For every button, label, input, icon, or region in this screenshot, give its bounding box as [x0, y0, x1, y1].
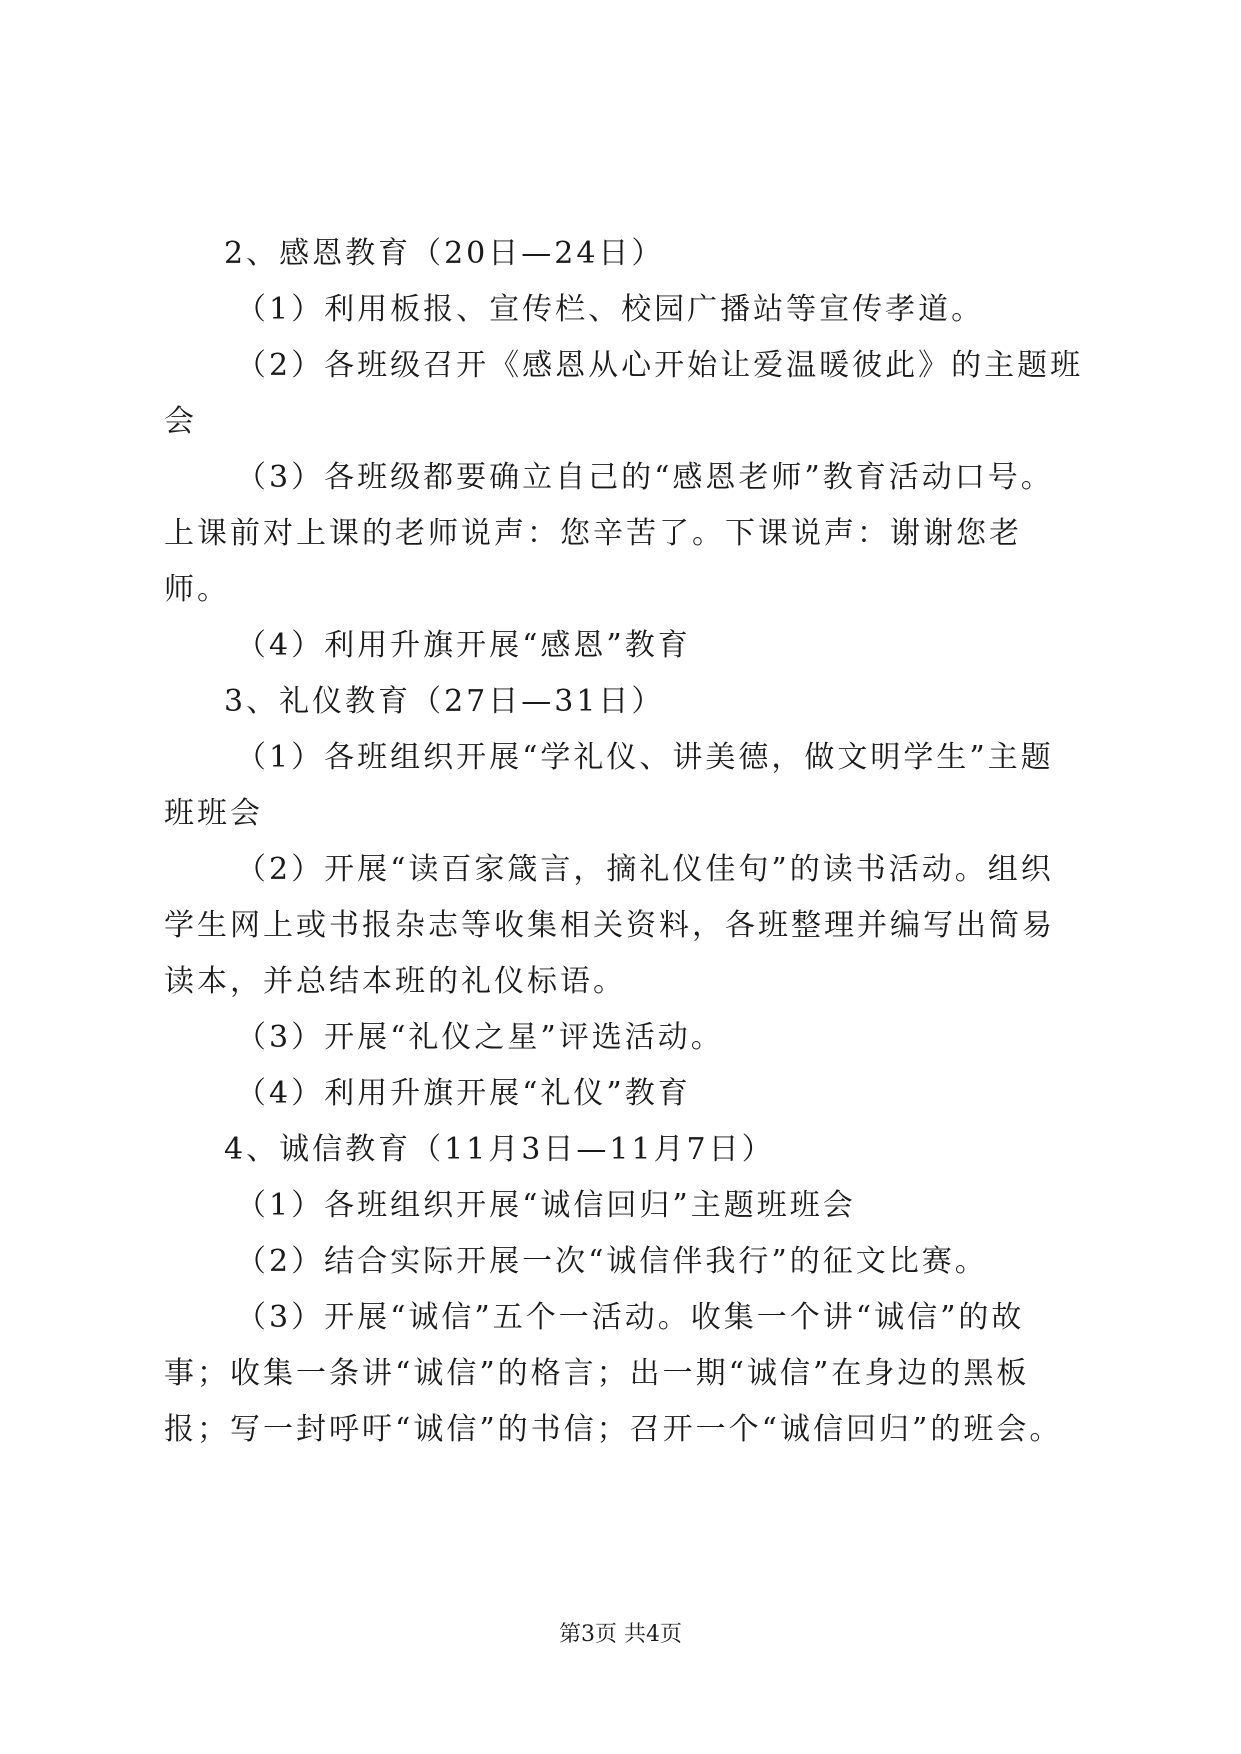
list-item: （2）开展“读百家箴言，摘礼仪佳句”的读书活动。组织学生网上或书报杂志等收集相关资料，各班整理并编写出简易读本，并总结本班的礼仪标语。	[164, 852, 1055, 999]
list-item: （1）利用板报、宣传栏、校园广播站等宣传孝道。	[236, 292, 985, 327]
section-heading-etiquette: 3、礼仪教育（27日—31日）	[224, 684, 665, 719]
list-item: （1）各班组织开展“诚信回归”主题班班会	[236, 1188, 856, 1223]
list-item: （1）各班组织开展“学礼仪、讲美德，做文明学生”主题班班会	[164, 740, 1054, 831]
list-item: （2）结合实际开展一次“诚信伴我行”的征文比赛。	[236, 1244, 988, 1279]
list-item: （3）开展“诚信”五个一活动。收集一个讲“诚信”的故事；收集一条讲“诚信”的格言；出一期“诚信”在身边的黑板报；写一封呼吁“诚信”的书信；召开一个“诚信回归”的班会。	[164, 1300, 1063, 1447]
list-item: （4）利用升旗开展“礼仪”教育	[236, 1076, 691, 1111]
section-heading-integrity: 4、诚信教育（11月3日—11月7日）	[224, 1132, 775, 1167]
page-number-footer: 第3页 共4页	[559, 1622, 682, 1647]
list-item: （2）各班级召开《感恩从心开始让爱温暖彼此》的主题班会	[164, 348, 1084, 439]
list-item: （3）开展“礼仪之星”评选活动。	[236, 1020, 724, 1055]
list-item: （3）各班级都要确立自己的“感恩老师”教育活动口号。上课前对上课的老师说声：您辛苦了。下课说声：谢谢您老师。	[164, 460, 1054, 607]
list-item: （4）利用升旗开展“感恩”教育	[236, 628, 691, 663]
document-body	[164, 226, 1084, 1458]
section-heading-gratitude: 2、感恩教育（20日—24日）	[224, 236, 665, 271]
